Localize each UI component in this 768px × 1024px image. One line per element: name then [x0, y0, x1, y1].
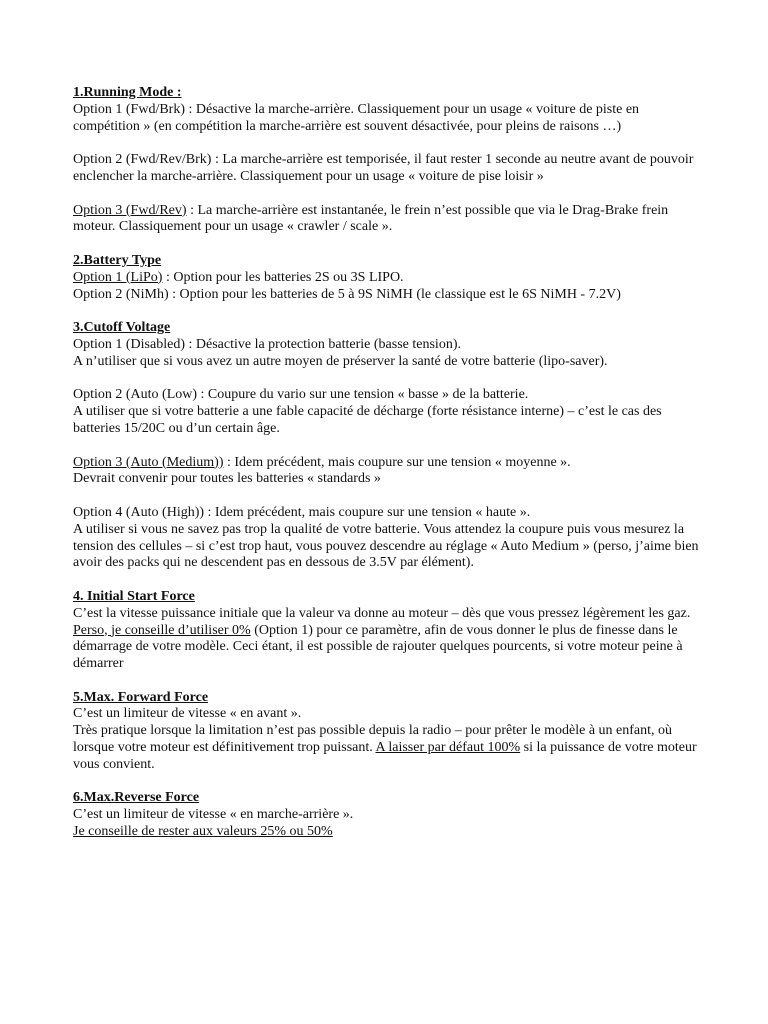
spacer: [73, 572, 705, 589]
max-forward-force-line-2: [73, 723, 705, 773]
running-mode-option-3-label: Option 3 (Fwd/Rev): [73, 202, 187, 218]
spacer: [73, 438, 705, 455]
cutoff-option-3-label: Option 3 (Auto (Medium)): [73, 454, 224, 470]
battery-type-option-1-label: Option 1 (LiPo): [73, 269, 163, 285]
spacer: [73, 371, 705, 388]
initial-start-force-advice: [73, 623, 705, 673]
max-reverse-force-advice: Je conseille de rester aux valeurs 25% ou 50%: [73, 824, 333, 840]
initial-start-force-advice-label: Perso, je conseille d’utiliser 0%: [73, 622, 251, 638]
spacer: [73, 135, 705, 152]
cutoff-option-1-line-1: Option 1 (Disabled) : Désactive la protection batterie (basse tension).: [73, 336, 461, 352]
spacer: [73, 236, 705, 253]
cutoff-option-2-line-2: A utiliser que si votre batterie a une fable capacité de décharge (forte résistance interne) – c’est le cas des batteries 15/20C ou d’un certain âge.: [73, 404, 662, 436]
cutoff-option-3-line-2: Devrait convenir pour toutes les batteries « standards »: [73, 471, 381, 487]
spacer: [73, 774, 705, 791]
battery-type-option-2: Option 2 (NiMh) : Option pour les batteries de 5 à 9S NiMH (le classique est le 6S NiMH - 7.2V): [73, 286, 621, 302]
cutoff-option-3-line-1: [73, 455, 705, 472]
cutoff-option-1-line-2: A n’utiliser que si vous avez un autre moyen de préserver la santé de votre batterie (lipo-saver).: [73, 353, 608, 369]
initial-start-force-line-1: C’est la vitesse puissance initiale que la valeur va donne au moteur – dès que vous pressez légèrement les gaz.: [73, 605, 691, 621]
max-forward-force-line-2-end: si la puissance de votre moteur vous convient.: [73, 740, 697, 772]
battery-type-option-1-text: : Option pour les batteries 2S ou 3S LIPO.: [162, 269, 404, 285]
spacer: [73, 488, 705, 505]
cutoff-option-2-line-1: Option 2 (Auto (Low) : Coupure du vario sur une tension « basse » de la batterie.: [73, 387, 529, 403]
spacer: [73, 303, 705, 320]
running-mode-option-3-text: : La marche-arrière est instantanée, le frein n’est possible que via le Drag-Brake frein moteur. Classiquement pour un usage « crawler / scale ».: [73, 202, 669, 235]
running-mode-option-3: [73, 203, 705, 237]
max-forward-force-default-note: A laisser par défaut 100%: [375, 740, 521, 756]
spacer: [73, 673, 705, 690]
section-title-initial-start-force: 4. Initial Start Force: [73, 588, 195, 604]
max-forward-force-line-2-start: Très pratique lorsque la limitation n’est pas possible depuis la radio – pour prêter le modèle à un enfant, où lorsque votre moteur est définitivement trop puissant.: [73, 723, 673, 756]
section-title-cutoff-voltage: 3.Cutoff Voltage: [73, 320, 171, 336]
cutoff-option-4-line-1: Option 4 (Auto (High)) : Idem précédent, mais coupure sur une tension « haute ».: [73, 504, 531, 520]
cutoff-option-3-text: : Idem précédent, mais coupure sur une tension « moyenne ».: [223, 454, 571, 470]
section-title-max-reverse-force: 6.Max.Reverse Force: [73, 790, 200, 806]
section-title-battery-type: 2.Battery Type: [73, 252, 162, 268]
battery-type-option-1: [73, 270, 705, 287]
section-title-running-mode: 1.Running Mode :: [73, 85, 182, 100]
max-forward-force-line-1: C’est un limiteur de vitesse « en avant ».: [73, 706, 302, 722]
running-mode-option-2: Option 2 (Fwd/Rev/Brk) : La marche-arrière est temporisée, il faut rester 1 seconde au neutre avant de pouvoir enclencher la marche-arrière. Classiquement pour un usage « voiture de pise loisir »: [73, 152, 694, 184]
spacer: [73, 186, 705, 203]
initial-start-force-advice-text: (Option 1) pour ce paramètre, afin de vous donner le plus de finesse dans le démarrage de votre modèle. Ceci étant, il est possible de rajouter quelques pourcents, si votre moteur peine à démarrer: [73, 622, 683, 672]
max-reverse-force-line-1: C’est un limiteur de vitesse « en marche-arrière ».: [73, 807, 354, 823]
running-mode-option-1: Option 1 (Fwd/Brk) : Désactive la marche-arrière. Classiquement pour un usage « voiture de piste en compétition » (en compétition la marche-arrière est souvent désactivée, pour pleins de raisons …): [73, 101, 640, 134]
cutoff-option-4-line-2: A utiliser si vous ne savez pas trop la qualité de votre batterie. Vous attendez la coupure puis vous mesurez la tension des cellules – si c’est trop haut, vous pouvez descendre au réglage « Auto Medium » (perso, j’aime bien avoir des packs qui ne descendent pas en dessous de 3.5V par élément).: [73, 521, 699, 571]
document-page: [73, 85, 705, 841]
section-title-max-forward-force: 5.Max. Forward Force: [73, 689, 209, 705]
